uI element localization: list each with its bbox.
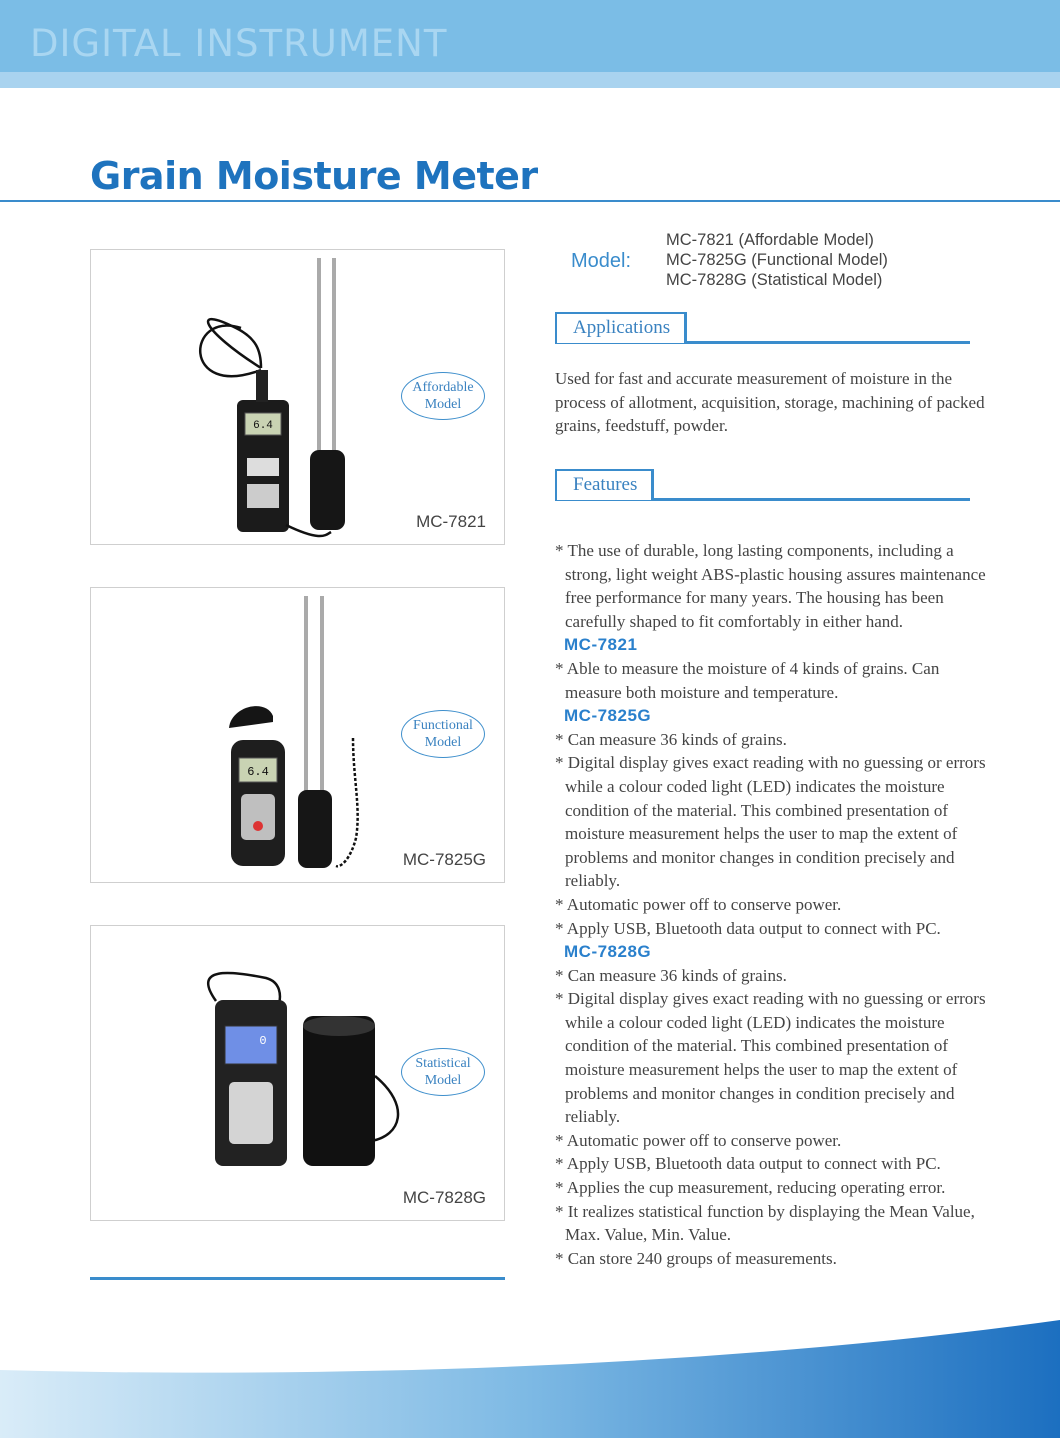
feature-item: * Digital display gives exact reading with no guessing or errors while a colour coded light (LED) indicates the moisture condition of the material. This combined presentation of moisture measurement helps the user to map the extent of problems and monitor changes in condition precisely and reliably. bbox=[555, 753, 986, 891]
display-reading: 0 bbox=[259, 1034, 267, 1048]
features-heading-block bbox=[555, 469, 970, 503]
left-column-divider bbox=[90, 1277, 505, 1280]
badge-line-2: Model bbox=[424, 397, 462, 412]
feature-item: * It realizes statistical function by displaying the Mean Value, Max. Value, Min. Value. bbox=[555, 1201, 975, 1245]
feature-item: * Can measure 36 kinds of grains. bbox=[555, 965, 787, 985]
badge-line-2: Model bbox=[424, 735, 462, 750]
feature-model-heading: MC-7825G bbox=[564, 706, 652, 726]
display-reading: 6.4 bbox=[247, 765, 269, 779]
model-badge bbox=[401, 372, 485, 420]
badge-line-1: Functional bbox=[413, 718, 473, 733]
product-photo-mc-7821 bbox=[90, 249, 505, 545]
feature-item: * Automatic power off to conserve power. bbox=[555, 1130, 842, 1150]
applications-text: Used for fast and accurate measurement of moisture in the process of allotment, acquisition, storage, machining of packed grains, feedstuff, powder. bbox=[555, 369, 985, 435]
badge-line-1: Statistical bbox=[415, 1056, 471, 1071]
product-photo-mc-7828g bbox=[90, 925, 505, 1221]
feature-item: * Can measure 36 kinds of grains. bbox=[555, 729, 787, 749]
badge-line-2: Model bbox=[424, 1073, 462, 1088]
footer-wave bbox=[0, 1320, 1060, 1438]
model-caption: MC-7828G bbox=[402, 1188, 486, 1207]
model-caption: MC-7821 bbox=[416, 512, 486, 531]
feature-item: * Digital display gives exact reading with no guessing or errors while a colour coded light (LED) indicates the moisture condition of the material. This combined presentation of moisture measurement helps the user to map the extent of problems and monitor changes in condition precisely and reliably. bbox=[555, 989, 986, 1127]
feature-item: * Applies the cup measurement, reducing operating error. bbox=[555, 1178, 946, 1198]
model-badge bbox=[401, 1048, 485, 1096]
display-reading: 6.4 bbox=[253, 420, 273, 432]
features-list bbox=[555, 539, 995, 1270]
applications-heading-block bbox=[555, 312, 970, 346]
model-caption: MC-7825G bbox=[402, 850, 486, 869]
feature-item: * The use of durable, long lasting components, including a strong, light weight ABS-plastic housing assures maintenance free performance for many years. The housing has been carefully shaped to fit comfortably in either hand. bbox=[555, 541, 986, 631]
header-title: DIGITAL INSTRUMENT bbox=[30, 22, 448, 65]
feature-model-heading: MC-7828G bbox=[564, 942, 652, 962]
model-line: MC-7825G (Functional Model) bbox=[666, 251, 888, 269]
feature-item: * Apply USB, Bluetooth data output to connect with PC. bbox=[555, 1154, 941, 1174]
feature-item: * Able to measure the moisture of 4 kinds of grains. Can measure both moisture and temperature. bbox=[555, 658, 940, 702]
model-label: Model: bbox=[571, 250, 632, 272]
header-stripe bbox=[0, 72, 1060, 88]
feature-model-heading: MC-7821 bbox=[564, 635, 638, 655]
page-title: Grain Moisture Meter bbox=[90, 154, 538, 198]
feature-item: * Automatic power off to conserve power. bbox=[555, 894, 842, 914]
feature-item: * Can store 240 groups of measurements. bbox=[555, 1248, 837, 1268]
features-heading: Features bbox=[555, 469, 654, 500]
applications-heading: Applications bbox=[555, 312, 687, 343]
model-line: MC-7828G (Statistical Model) bbox=[666, 271, 883, 289]
title-divider bbox=[0, 200, 1060, 202]
feature-item: * Apply USB, Bluetooth data output to connect with PC. bbox=[555, 918, 941, 938]
model-badge bbox=[401, 710, 485, 758]
product-photo-mc-7825g bbox=[90, 587, 505, 883]
model-line: MC-7821 (Affordable Model) bbox=[666, 231, 874, 249]
badge-line-1: Affordable bbox=[412, 380, 474, 395]
